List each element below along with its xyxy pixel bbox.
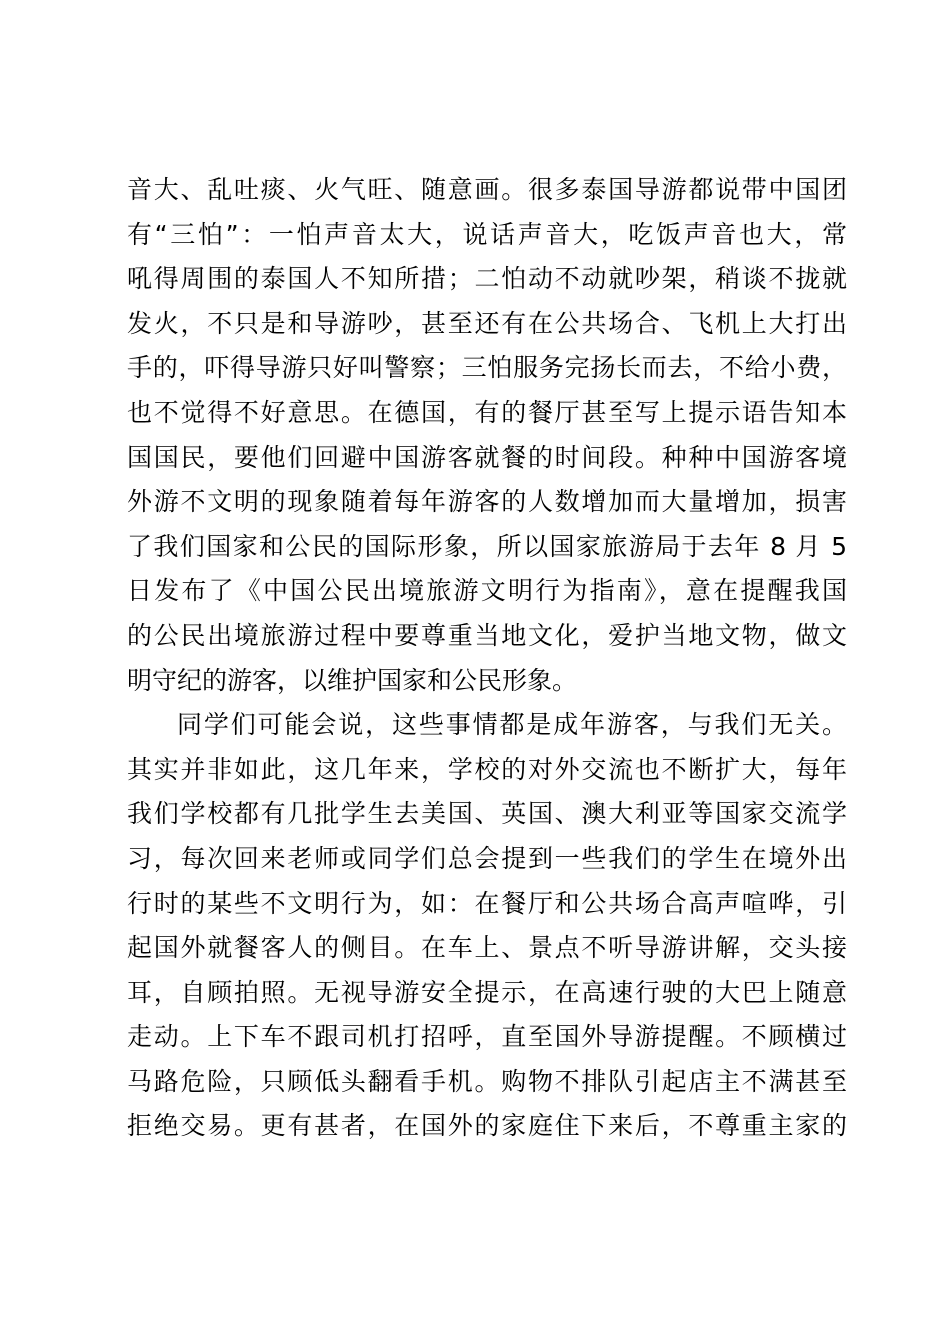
text-line: 习，每次回来老师或同学们总会提到一些我们的学生在境外出 xyxy=(127,843,847,873)
text-line: 其实并非如此，这几年来，学校的对外交流也不断扩大，每年 xyxy=(127,754,847,784)
text-line: 明守纪的游客，以维护国家和公民形象。 xyxy=(127,665,578,695)
text-line: 我们学校都有几批学生去美国、英国、澳大利亚等国家交流学 xyxy=(127,799,847,829)
text-line: 起国外就餐客人的侧目。在车上、景点不听导游讲解，交头接 xyxy=(127,933,847,963)
text-line: 外游不文明的现象随着每年游客的人数增加而大量增加，损害 xyxy=(127,487,847,517)
text-line: 音大、乱吐痰、火气旺、随意画。很多泰国导游都说带中国团 xyxy=(127,175,847,204)
text-line: 行时的某些不文明行为，如：在餐厅和公共场合高声喧哗，引 xyxy=(127,888,847,918)
text-line: 拒绝交易。更有甚者，在国外的家庭住下来后，不尊重主家的 xyxy=(127,1111,847,1141)
body-text xyxy=(127,168,847,1149)
text-line: 日发布了《中国公民出境旅游文明行为指南》，意在提醒我国 xyxy=(127,576,847,606)
text-line: 马路危险，只顾低头翻看手机。购物不排队引起店主不满甚至 xyxy=(127,1066,847,1096)
text-line: 也不觉得不好意思。在德国，有的餐厅甚至写上提示语告知本 xyxy=(127,397,847,427)
text-line: 吼得周围的泰国人不知所措；二怕动不动就吵架，稍谈不拢就 xyxy=(127,264,847,294)
text-line: 了我们国家和公民的国际形象，所以国家旅游局于去年 8 月 5 xyxy=(127,531,847,561)
text-line: 的公民出境旅游过程中要尊重当地文化，爱护当地文物，做文 xyxy=(127,620,847,650)
text-line: 有“三怕”：一怕声音太大，说话声音大，吃饭声音也大，常 xyxy=(127,219,847,249)
text-line: 国国民，要他们回避中国游客就餐的时间段。种种中国游客境 xyxy=(127,442,847,472)
text-line: 手的，吓得导游只好叫警察；三怕服务完扬长而去，不给小费， xyxy=(127,353,847,383)
text-line: 同学们可能会说，这些事情都是成年游客，与我们无关。 xyxy=(177,710,847,740)
text-line: 发火，不只是和导游吵，甚至还有在公共场合、飞机上大打出 xyxy=(127,308,847,338)
text-line: 耳，自顾拍照。无视导游安全提示，在高速行驶的大巴上随意 xyxy=(127,977,847,1007)
text-line: 走动。上下车不跟司机打招呼，直至国外导游提醒。不顾横过 xyxy=(127,1022,847,1052)
